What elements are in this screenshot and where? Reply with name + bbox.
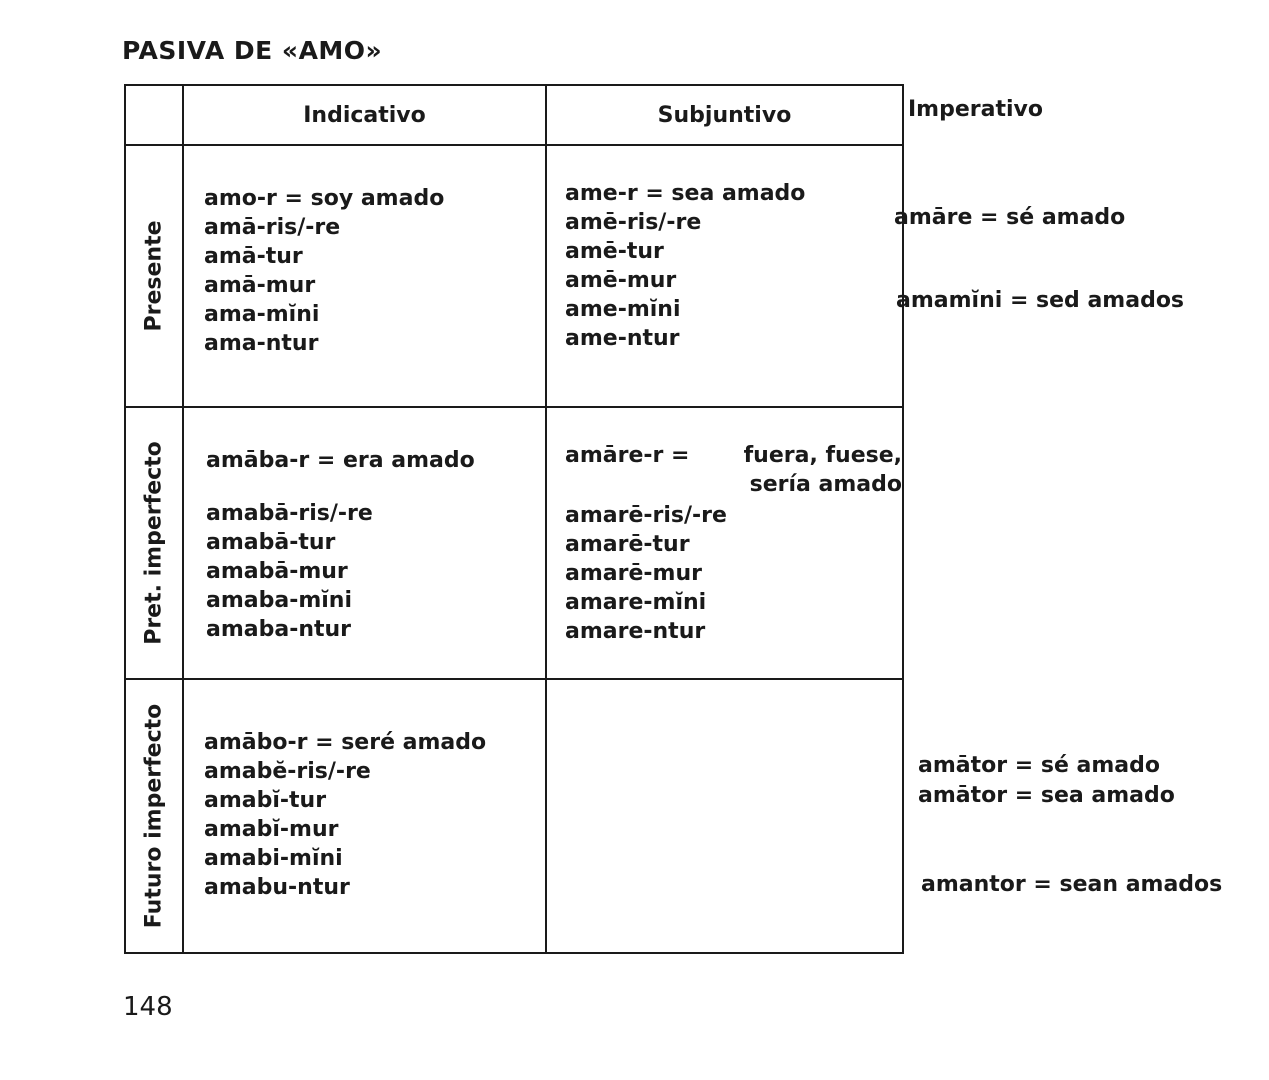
page-number: 148	[123, 992, 173, 1022]
form-line: amo-r = soy amado	[204, 186, 445, 211]
form-line: ame-ntur	[565, 326, 680, 351]
form-line: amē-ris/-re	[565, 210, 702, 235]
form-lhs: amāre-r =	[565, 443, 690, 468]
subjunctive-present-cell	[546, 145, 903, 407]
row-present	[125, 145, 903, 407]
form-line: amarē-ris/-re	[565, 503, 727, 528]
form-line: amā-mur	[204, 273, 316, 298]
subjunctive-imperfect-cell	[546, 407, 903, 679]
form-line: amā-ris/-re	[204, 215, 341, 240]
header-row	[125, 85, 903, 145]
form-line: amāba-r = era amado	[206, 448, 475, 473]
tense-label-present	[125, 145, 183, 407]
imperative-future-line: amātor = sea amado	[918, 783, 1175, 808]
form-line: amabā-tur	[206, 530, 336, 555]
form-line: ama-mĭni	[204, 302, 320, 327]
form-line: amabā-ris/-re	[206, 501, 373, 526]
tense-label-present-text: Presente	[141, 220, 167, 332]
form-line: amē-mur	[565, 268, 677, 293]
tense-label-imperfect	[125, 407, 183, 679]
conjugation-table	[124, 84, 904, 954]
indicative-present-cell	[183, 145, 546, 407]
form-line: amabu-ntur	[204, 875, 350, 900]
form-line: amabā-mur	[206, 559, 348, 584]
form-line: ame-r = sea amado	[565, 181, 806, 206]
form-line: amabĭ-tur	[204, 788, 327, 813]
form-line: amābo-r = seré amado	[204, 730, 487, 755]
form-line: ama-ntur	[204, 331, 319, 356]
corner-cell	[125, 85, 183, 145]
tense-label-future-text: Futuro imperfecto	[141, 703, 167, 929]
form-line: amabĕ-ris/-re	[204, 759, 371, 784]
tense-label-future	[125, 679, 183, 953]
indicative-imperfect-cell	[183, 407, 546, 679]
header-imperative: Imperativo	[908, 97, 1043, 122]
row-imperfect	[125, 407, 903, 679]
row-future	[125, 679, 903, 953]
imperative-present-line: amamĭni = sed amados	[896, 288, 1185, 313]
form-rhs	[724, 441, 902, 499]
header-indicative: Indicativo	[183, 85, 546, 145]
form-line: amare-ntur	[565, 619, 706, 644]
subjunctive-imperfect-first-line	[565, 441, 902, 499]
indicative-future-cell	[183, 679, 546, 953]
form-line: amaba-ntur	[206, 617, 352, 642]
header-subjunctive: Subjuntivo	[546, 85, 903, 145]
form-line: amabĭ-mur	[204, 817, 339, 842]
form-line: ame-mĭni	[565, 297, 681, 322]
form-line: amarē-mur	[565, 561, 702, 586]
form-line: amare-mĭni	[565, 590, 707, 615]
page-title: PASIVA DE «AMO»	[122, 36, 383, 65]
imperative-present-line: amāre = sé amado	[894, 205, 1126, 230]
form-line: amabi-mĭni	[204, 846, 343, 871]
imperative-future-line: amātor = sé amado	[918, 753, 1160, 778]
form-line: amā-tur	[204, 244, 303, 269]
tense-label-imperfect-text: Pret. imperfecto	[141, 441, 167, 645]
form-line: amaba-mĭni	[206, 588, 353, 613]
form-rhs-line: fuera, fuese,	[743, 443, 902, 468]
form-line: amarē-tur	[565, 532, 690, 557]
form-line: amē-tur	[565, 239, 664, 264]
subjunctive-future-empty-cell	[546, 679, 903, 953]
imperative-future-line: amantor = sean amados	[921, 872, 1223, 897]
form-rhs-line: sería amado	[749, 472, 902, 497]
